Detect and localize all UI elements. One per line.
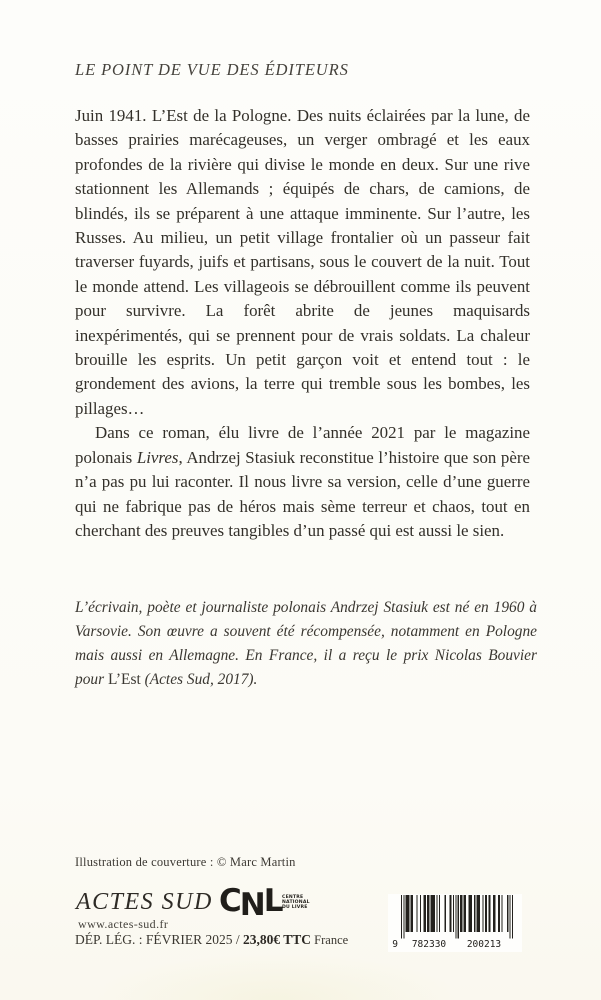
synopsis-p2-text: Dans ce roman, élu livre de l’année 2021 par le magazine polonais: [75, 423, 530, 467]
cover-illustration-credit: Illustration de couverture : © Marc Martin: [75, 855, 296, 869]
legal-deposit-line: [75, 932, 348, 948]
price-text: 23,80€ TTC: [243, 932, 312, 947]
barcode-bars: [388, 894, 522, 952]
cnl-logo: [219, 883, 310, 928]
actes-sud-logo: ACTES SUD: [76, 889, 213, 915]
editors-point-of-view-heading: LE POINT DE VUE DES ÉDITEURS: [75, 60, 349, 79]
synopsis: [75, 104, 530, 543]
synopsis-paragraph-1: Juin 1941. L’Est de la Pologne. Des nuits éclairées par la lune, de basses prairies marécageuses, un verger ombragé et les eaux profondes de la rivière qui divise le monde en deux. Sur une rive stationnent les Allemands ; équipés de chars, de camions, de blindés, ils se préparent à une attaque imminente. Sur l’autre, les Russes. Au milieu, un petit village frontalier où un passeur fait traverser fuyards, juifs et partisans, sous le couvert de la nuit. Tout le monde attend. Les villageois se débrouillent comme ils peuvent pour survivre. La forêt abrite de jeunes maquisards inexpérimentés, qui se prennent pour de vrais soldats. La chaleur brouille les esprits. Un petit garçon voit et entend tout : le grondement des avions, la terre qui tremble sous les bombes, les pillages…: [75, 106, 530, 418]
cnl-letter-c: C: [219, 883, 240, 919]
barcode-lead-digit: 9: [392, 939, 398, 950]
synopsis-p2-text-cont: , Andrzej Stasiuk reconstitue l’histoire que son père n’a pas pu lui raconter. Il nous livre sa version, celle d’une guerre qui ne fabrique pas de héros mais sème terreur et chaos, tout en cherchant des preuves tangibles d’un passé qui est aussi le sien.: [75, 447, 530, 540]
legal-deposit-text: DÉP. LÉG. : FÉVRIER 2025 /: [75, 932, 244, 947]
barcode-group1: 782330: [411, 939, 447, 950]
barcode-group2: 200213: [466, 939, 502, 950]
cnl-caption-line2: NATIONAL: [282, 900, 310, 906]
bio-text: L’écrivain, poète et journaliste polonais Andrzej Stasiuk est né en 1960 à Varsovie. Son œuvre a souvent été récompensée, notamment en Pologne mais aussi en Allemagne. En France, il a reçu le prix Nicolas Bouvier pour: [75, 599, 537, 688]
cnl-caption: [282, 895, 310, 911]
bio-text-cont: (Actes Sud, 2017).: [140, 671, 258, 688]
book-title: L’Est: [107, 671, 141, 688]
cnl-letters: [219, 883, 282, 923]
magazine-title: Livres: [136, 447, 179, 467]
cnl-caption-line1: CENTRE: [282, 895, 304, 900]
cnl-letter-l: L: [263, 883, 282, 919]
cnl-letter-n: N: [239, 887, 264, 923]
synopsis-paragraph-2: [75, 421, 530, 543]
ean13-barcode: [388, 894, 522, 952]
cnl-caption-line3: DU LIVRE: [282, 905, 308, 911]
price-country: France: [311, 933, 349, 947]
publisher-website: www.actes-sud.fr: [78, 917, 169, 931]
author-bio: [75, 596, 537, 692]
